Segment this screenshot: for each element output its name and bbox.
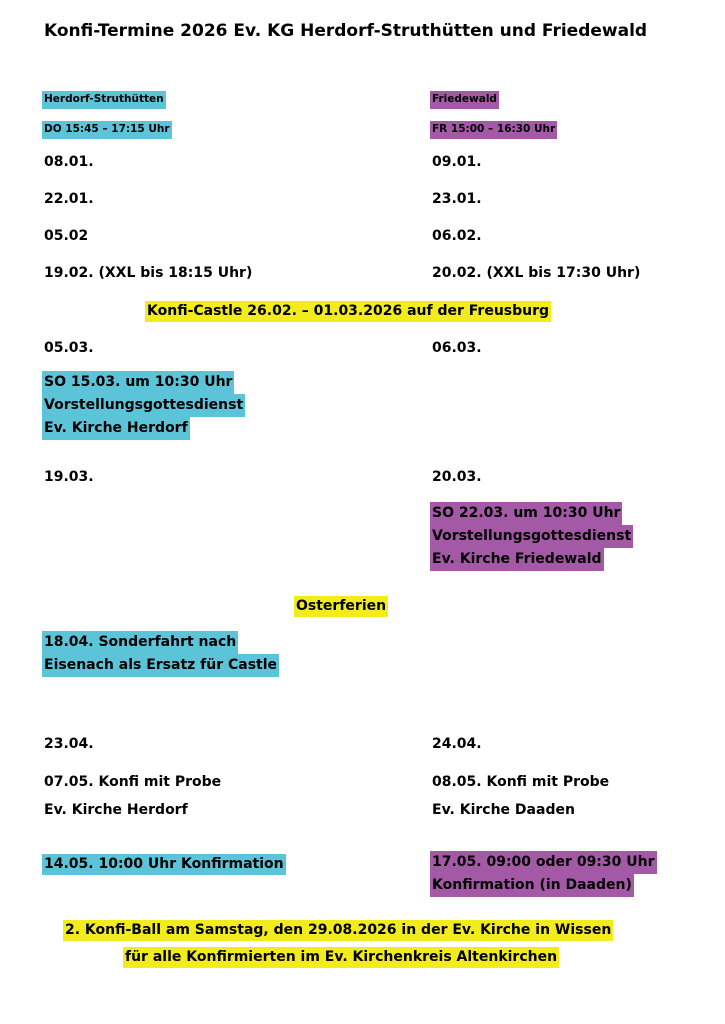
herdorf-date: 08.01. — [44, 154, 94, 170]
herdorf-date: 05.03. — [44, 340, 94, 356]
herdorf-rehearsal-line: 07.05. Konfi mit Probe — [44, 774, 222, 790]
friedewald-confirmation-line: Konfirmation (in Daaden) — [430, 874, 634, 897]
special-trip-line: Eisenach als Ersatz für Castle — [42, 654, 279, 677]
friedewald-service-line: SO 22.03. um 10:30 Uhr — [430, 502, 622, 525]
friedewald-rehearsal-line: 08.05. Konfi mit Probe — [432, 774, 610, 790]
friedewald-column-name: Friedewald — [430, 91, 499, 109]
herdorf-confirmation: 14.05. 10:00 Uhr Konfirmation — [42, 854, 286, 875]
friedewald-service-line: Ev. Kirche Friedewald — [430, 548, 604, 571]
friedewald-date: 20.02. (XXL bis 17:30 Uhr) — [432, 265, 641, 281]
herdorf-date: 19.02. (XXL bis 18:15 Uhr) — [44, 265, 253, 281]
herdorf-column-name: Herdorf-Struthütten — [42, 91, 166, 109]
friedewald-date: 20.03. — [432, 469, 482, 485]
friedewald-date: 09.01. — [432, 154, 482, 170]
konfi-ball-line: für alle Konfirmierten im Ev. Kirchenkreis Altenkirchen — [123, 947, 559, 968]
herdorf-date: 22.01. — [44, 191, 94, 207]
herdorf-service-line: Vorstellungsgottesdienst — [42, 394, 245, 417]
friedewald-date: 24.04. — [432, 736, 482, 752]
friedewald-service-line: Vorstellungsgottesdienst — [430, 525, 633, 548]
friedewald-confirmation-block — [430, 851, 657, 897]
konfi-ball-line: 2. Konfi-Ball am Samstag, den 29.08.2026 in der Ev. Kirche in Wissen — [63, 920, 613, 941]
herdorf-column-time: DO 15:45 – 17:15 Uhr — [42, 121, 172, 139]
herdorf-service-block — [42, 371, 245, 440]
herdorf-service-line: Ev. Kirche Herdorf — [42, 417, 190, 440]
friedewald-date: 06.02. — [432, 228, 482, 244]
friedewald-service-block — [430, 502, 633, 571]
special-trip-block — [42, 631, 279, 677]
friedewald-date: 23.01. — [432, 191, 482, 207]
friedewald-confirmation-line: 17.05. 09:00 oder 09:30 Uhr — [430, 851, 657, 874]
herdorf-service-line: SO 15.03. um 10:30 Uhr — [42, 371, 234, 394]
friedewald-rehearsal-line: Ev. Kirche Daaden — [432, 802, 575, 818]
herdorf-rehearsal-line: Ev. Kirche Herdorf — [44, 802, 188, 818]
page-title: Konfi-Termine 2026 Ev. KG Herdorf-Struthütten und Friedewald — [44, 21, 648, 41]
friedewald-column-time: FR 15:00 – 16:30 Uhr — [430, 121, 557, 139]
friedewald-date: 06.03. — [432, 340, 482, 356]
herdorf-date: 05.02 — [44, 228, 89, 244]
easter-holidays-banner: Osterferien — [294, 596, 388, 617]
herdorf-date: 23.04. — [44, 736, 94, 752]
herdorf-date: 19.03. — [44, 469, 94, 485]
special-trip-line: 18.04. Sonderfahrt nach — [42, 631, 238, 654]
castle-banner: Konfi-Castle 26.02. – 01.03.2026 auf der Freusburg — [145, 301, 551, 322]
